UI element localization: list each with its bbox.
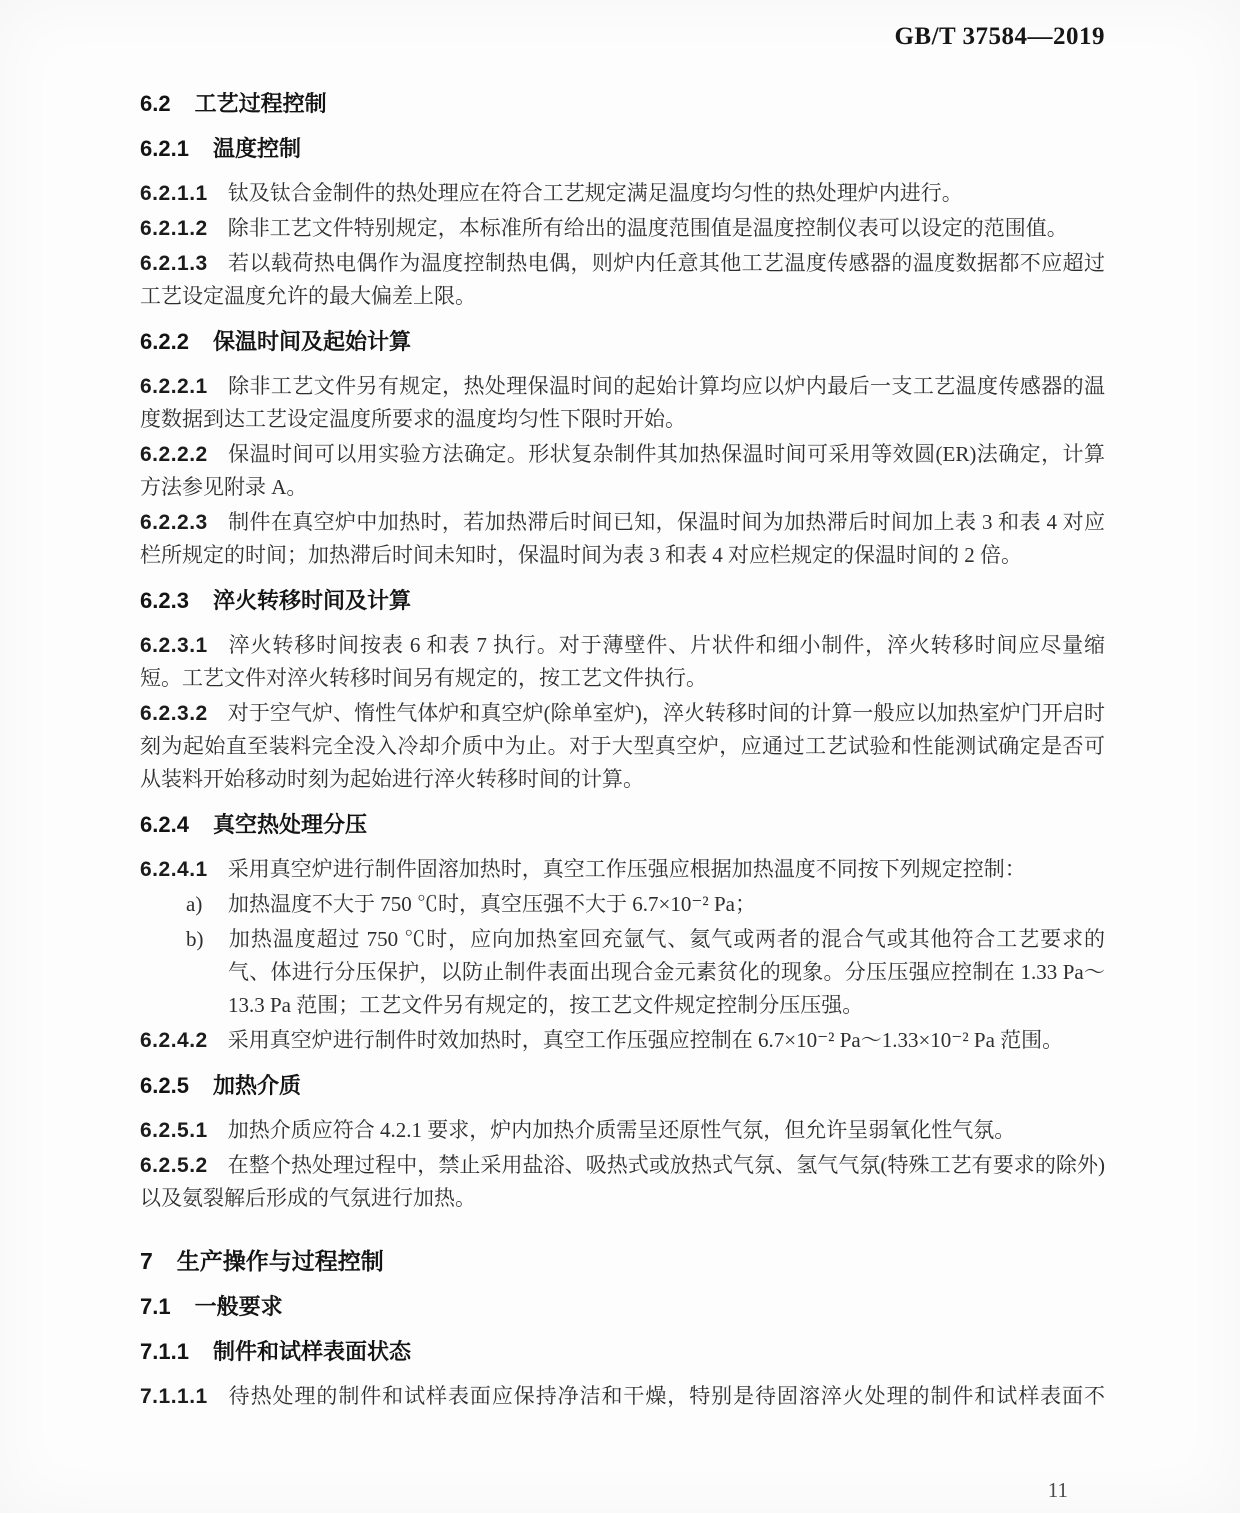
section-title: 保温时间及起始计算 xyxy=(212,329,411,354)
clause-paragraph-6.2.1.3 xyxy=(140,247,1105,313)
clause-number: 6.2.5.1 xyxy=(140,1119,208,1142)
list-item-a xyxy=(140,888,1105,921)
clause-paragraph-6.2.1.2 xyxy=(140,212,1105,245)
section-title: 制件和试样表面状态 xyxy=(212,1339,411,1364)
clause-text: 保温时间可以用实验方法确定。形状复杂制件其加热保温时间可采用等效圆(ER)法确定，计算方法参见附录 A。 xyxy=(140,442,1105,499)
clause-text: 加热介质应符合 4.2.1 要求，炉内加热介质需呈还原性气氛，但允许呈弱氧化性气氛。 xyxy=(227,1118,1016,1142)
clause-text: 钛及钛合金制件的热处理应在符合工艺规定满足温度均匀性的热处理炉内进行。 xyxy=(227,181,963,205)
section-number: 6.2.3 xyxy=(140,588,189,613)
clause-paragraph-6.2.2.2 xyxy=(140,438,1105,504)
section-title: 一般要求 xyxy=(194,1294,283,1319)
list-marker: b) xyxy=(186,927,204,951)
clause-paragraph-7.1.1.1 xyxy=(140,1380,1105,1413)
clause-paragraph-6.2.1.1 xyxy=(140,177,1105,210)
page-number: 11 xyxy=(1047,1478,1068,1502)
list-text: 加热温度不大于 750 ℃时，真空压强不大于 6.7×10⁻² Pa； xyxy=(228,892,756,916)
clause-text: 对于空气炉、惰性气体炉和真空炉(除单室炉)，淬火转移时间的计算一般应以加热室炉门开启时刻为起始直至装料完全没入冷却介质中为止。对于大型真空炉，应通过工艺试验和性能测试确定是否可从装料开始移动时刻为起始进行淬火转移时间的计算。 xyxy=(140,701,1105,791)
section-heading-7 xyxy=(140,1245,1105,1278)
section-title: 生产操作与过程控制 xyxy=(176,1248,384,1274)
clause-paragraph-6.2.2.1 xyxy=(140,370,1105,436)
clause-paragraph-6.2.5.2 xyxy=(140,1149,1105,1215)
clause-text: 若以载荷热电偶作为温度控制热电偶，则炉内任意其他工艺温度传感器的温度数据都不应超过工艺设定温度允许的最大偏差上限。 xyxy=(140,251,1105,308)
clause-text: 除非工艺文件特别规定，本标准所有给出的温度范围值是温度控制仪表可以设定的范围值。 xyxy=(227,216,1068,240)
clause-text: 在整个热处理过程中，禁止采用盐浴、吸热式或放热式气氛、氢气气氛(特殊工艺有要求的除外)以及氨裂解后形成的气氛进行加热。 xyxy=(140,1153,1105,1210)
clause-number: 6.2.2.3 xyxy=(140,511,208,534)
section-heading-7.1.1 xyxy=(140,1335,1105,1368)
section-heading-7.1 xyxy=(140,1290,1105,1323)
clause-number: 6.2.4.1 xyxy=(140,858,208,881)
section-title: 淬火转移时间及计算 xyxy=(212,588,411,613)
section-number: 6.2.5 xyxy=(140,1073,189,1098)
clause-paragraph-6.2.3.2 xyxy=(140,697,1105,796)
running-header-standard-code: GB/T 37584—2019 xyxy=(894,23,1105,50)
clause-text: 采用真空炉进行制件时效加热时，真空工作压强应控制在 6.7×10⁻² Pa～1.33×10⁻² Pa 范围。 xyxy=(227,1028,1064,1052)
clause-text: 待热处理的制件和试样表面应保持净洁和干燥，特别是待固溶淬火处理的制件和试样表面不 xyxy=(227,1384,1105,1408)
section-heading-6.2.2 xyxy=(140,325,1105,358)
clause-text: 采用真空炉进行制件固溶加热时，真空工作压强应根据加热温度不同按下列规定控制： xyxy=(227,857,1026,881)
clause-number: 7.1.1.1 xyxy=(140,1385,208,1408)
section-title: 加热介质 xyxy=(212,1073,301,1098)
section-heading-6.2.3 xyxy=(140,584,1105,617)
clause-number: 6.2.1.2 xyxy=(140,217,208,240)
clause-number: 6.2.5.2 xyxy=(140,1154,208,1177)
section-number: 7.1.1 xyxy=(140,1339,189,1364)
clause-paragraph-6.2.5.1 xyxy=(140,1114,1105,1147)
section-heading-6.2.4 xyxy=(140,808,1105,841)
section-heading-6.2.5 xyxy=(140,1069,1105,1102)
section-number: 6.2 xyxy=(140,91,171,116)
clause-paragraph-6.2.4.1 xyxy=(140,853,1105,886)
section-number: 6.2.2 xyxy=(140,329,189,354)
section-number: 6.2.1 xyxy=(140,136,189,161)
section-title: 温度控制 xyxy=(212,136,301,161)
clause-paragraph-6.2.4.2 xyxy=(140,1024,1105,1057)
clause-number: 6.2.3.2 xyxy=(140,702,208,725)
list-text: 加热温度超过 750 ℃时，应向加热室回充氩气、氦气或两者的混合气或其他符合工艺要求的气、体进行分压保护，以防止制件表面出现合金元素贫化的现象。分压压强应控制在 1.33 Pa～13.3 Pa 范围；工艺文件另有规定的，按工艺文件规定控制分压压强。 xyxy=(228,927,1105,1017)
section-heading-6.2.1 xyxy=(140,132,1105,165)
clause-number: 6.2.4.2 xyxy=(140,1029,208,1052)
section-number: 6.2.4 xyxy=(140,812,189,837)
section-number: 7.1 xyxy=(140,1294,171,1319)
section-title: 工艺过程控制 xyxy=(194,91,327,116)
clause-text: 淬火转移时间按表 6 和表 7 执行。对于薄壁件、片状件和细小制件，淬火转移时间应尽量缩短。工艺文件对淬火转移时间另有规定的，按工艺文件执行。 xyxy=(140,633,1105,690)
clause-number: 6.2.3.1 xyxy=(140,634,208,657)
clause-number: 6.2.1.1 xyxy=(140,182,208,205)
clause-paragraph-6.2.2.3 xyxy=(140,506,1105,572)
clause-number: 6.2.2.2 xyxy=(140,443,208,466)
list-marker: a) xyxy=(186,892,203,916)
document-body xyxy=(140,87,1105,1413)
clause-text: 除非工艺文件另有规定，热处理保温时间的起始计算均应以炉内最后一支工艺温度传感器的温度数据到达工艺设定温度所要求的温度均匀性下限时开始。 xyxy=(140,374,1105,431)
section-heading-6.2 xyxy=(140,87,1105,120)
list-item-b xyxy=(140,923,1105,1022)
section-number: 7 xyxy=(140,1248,153,1274)
clause-paragraph-6.2.3.1 xyxy=(140,629,1105,695)
clause-text: 制件在真空炉中加热时，若加热滞后时间已知，保温时间为加热滞后时间加上表 3 和表 4 对应栏所规定的时间；加热滞后时间未知时，保温时间为表 3 和表 4 对应栏规定的保温时间的 2 倍。 xyxy=(140,510,1105,567)
clause-number: 6.2.2.1 xyxy=(140,375,208,398)
section-title: 真空热处理分压 xyxy=(212,812,367,837)
clause-number: 6.2.1.3 xyxy=(140,252,208,275)
